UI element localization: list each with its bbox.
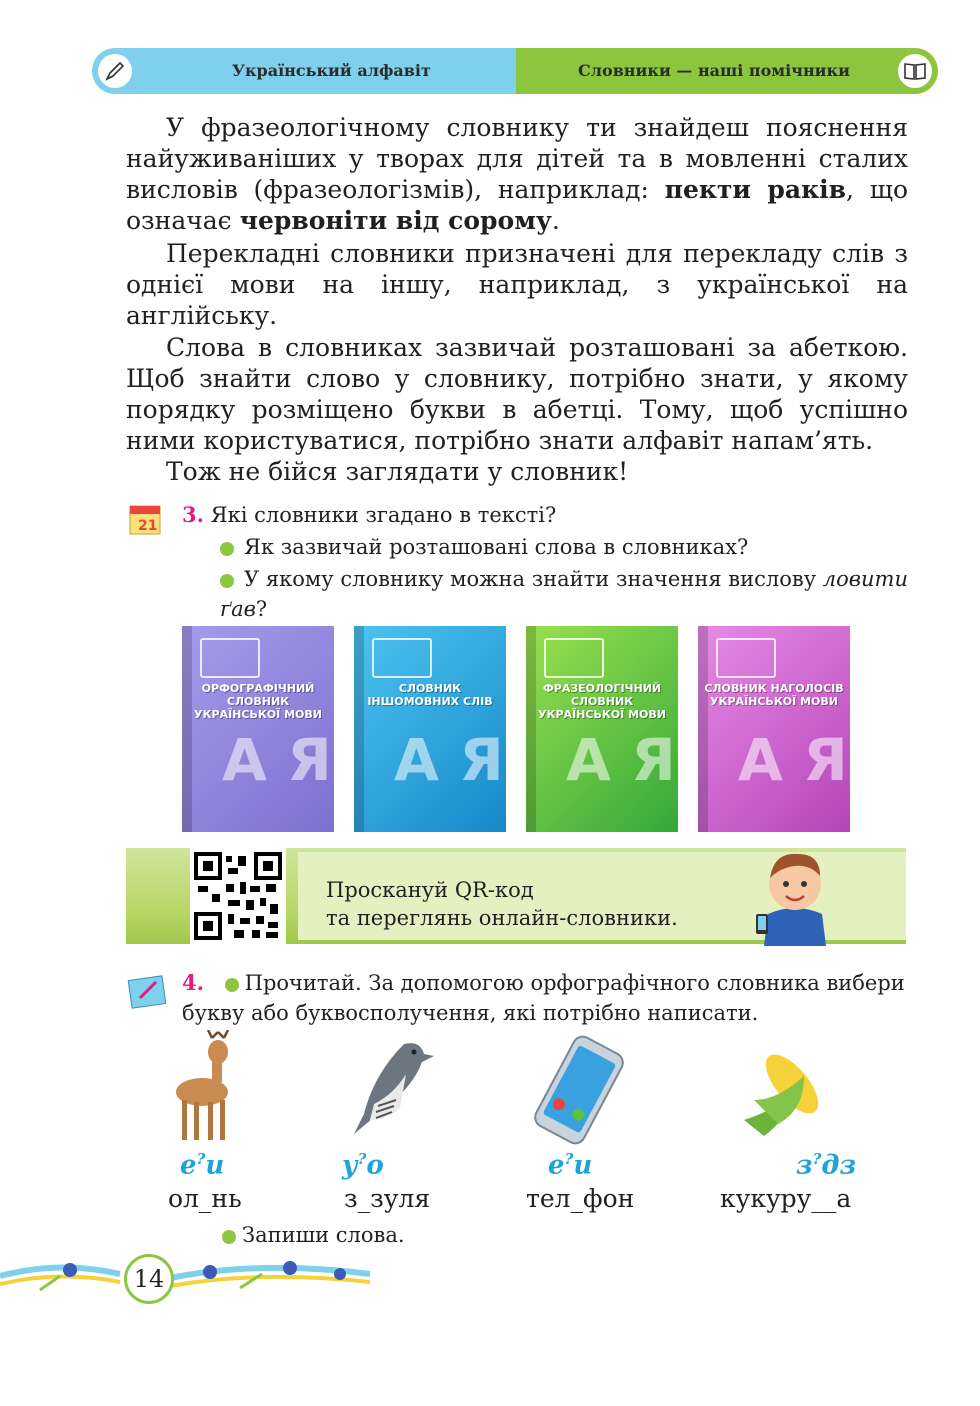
book-foreign-words	[354, 626, 506, 832]
book-accents	[698, 626, 850, 832]
svg-text:21: 21	[138, 518, 158, 534]
hint-question-mark: ?	[357, 1150, 367, 1168]
bullet-text: У якому словнику можна знайти значення вислову	[244, 567, 823, 591]
phone-icon	[522, 1034, 636, 1146]
corn-icon	[734, 1040, 834, 1140]
hint-letter: е	[180, 1150, 197, 1181]
hint-letter: у	[342, 1150, 358, 1181]
word-telefon: тел_фон	[526, 1184, 635, 1213]
pen-icon	[98, 54, 132, 88]
task-text: Які словники згадано в тексті?	[210, 503, 557, 527]
book-spine	[182, 626, 192, 832]
hint-letter: з	[796, 1150, 813, 1181]
bold-phrase: пекти раків	[664, 175, 847, 204]
paragraph-phraseology	[126, 112, 908, 236]
hint-letter: о	[366, 1150, 384, 1181]
page-number: 14	[124, 1254, 174, 1304]
task3-question	[182, 500, 902, 530]
book-title: ФРАЗЕОЛОГІЧНИЙ СЛОВНИК УКРАЇНСЬКОЇ МОВИ	[538, 682, 666, 721]
bold-phrase: червоніти від сорому	[239, 206, 552, 235]
hint-kukurudza	[796, 1150, 856, 1181]
header-right-title: Словники — наші помічники	[578, 61, 850, 80]
hint-letter: и	[573, 1150, 593, 1181]
bullet-icon	[220, 542, 234, 556]
task-number: 4.	[182, 970, 204, 995]
book-orthography	[182, 626, 334, 832]
instruction-text: Запиши слова.	[242, 1223, 405, 1247]
hint-zozulia	[342, 1150, 384, 1181]
book-title: ОРФОГРАФІЧНИЙ СЛОВНИК УКРАЇНСЬКОЇ МОВИ	[194, 682, 322, 721]
qr-code-icon[interactable]	[190, 848, 286, 944]
book-letters: А Я	[738, 726, 848, 794]
text: , що означає	[126, 175, 908, 235]
book-spine	[526, 626, 536, 832]
word-kukurudza: кукуру__а	[720, 1184, 852, 1213]
paragraph-encourage: Тож не бійся заглядати у словник!	[166, 457, 629, 486]
hint-olen	[180, 1150, 224, 1181]
bullet-icon	[225, 978, 239, 992]
page-header	[92, 48, 938, 94]
book-logo	[716, 638, 776, 678]
book-phraseology	[526, 626, 678, 832]
task4-instruction	[182, 968, 908, 1028]
calendar-icon	[126, 500, 166, 536]
floral-ornament	[0, 1246, 380, 1306]
book-letters: А Я	[394, 726, 504, 794]
book-logo	[544, 638, 604, 678]
task-text: Прочитай. За допомогою орфографічного словника вибери букву або буквосполучення, які потрібно написати.	[182, 971, 905, 1025]
task3-bullet-2	[220, 564, 908, 624]
book-logo	[200, 638, 260, 678]
task-number: 3.	[182, 502, 204, 527]
hint-question-mark: ?	[196, 1150, 206, 1168]
paragraph-alphabet: Слова в словниках зазвичай розташовані за абеткою. Щоб знайти слово у словнику, потрібно знати, у якому порядку розміщено букви в абетці. Тому, щоб успішно ними користуватися, потрібно знати алфавіт напам’ять.	[126, 333, 908, 455]
hint-letter: е	[548, 1150, 565, 1181]
word-zozulia: з_зуля	[344, 1184, 431, 1213]
hint-question-mark: ?	[812, 1150, 822, 1168]
hint-letter: и	[205, 1150, 225, 1181]
deer-icon	[168, 1030, 246, 1144]
book-spine	[698, 626, 708, 832]
qr-line-1: Проскануй QR-код	[326, 878, 534, 902]
bullet-icon	[220, 574, 234, 588]
task3-bullet-1	[220, 532, 910, 562]
book-title: СЛОВНИК ІНШОМОВНИХ СЛІВ	[367, 682, 493, 708]
cuckoo-icon	[334, 1034, 438, 1144]
word-olen: ол_нь	[168, 1184, 242, 1213]
book-letters: А Я	[566, 726, 676, 794]
hint-question-mark: ?	[564, 1150, 574, 1168]
bullet-text: ?	[255, 597, 268, 621]
italic-phrase: ловити ґав	[220, 567, 908, 621]
bullet-text: Як зазвичай розташовані слова в словниках?	[244, 535, 749, 559]
text: У фразеологічному словнику ти знайдеш пояснення найуживаніших у творах для дітей та в мовленні сталих висловів (фразеологізмів), наприклад:	[126, 113, 908, 204]
text: .	[551, 206, 560, 235]
hint-telefon	[548, 1150, 592, 1181]
book-logo	[372, 638, 432, 678]
drawing-icon	[126, 972, 170, 1010]
hint-letter: дз	[821, 1150, 857, 1181]
book-title: СЛОВНИК НАГОЛОСІВ УКРАЇНСЬКОЇ МОВИ	[704, 682, 844, 708]
qr-line-2: та переглянь онлайн-словники.	[326, 906, 678, 930]
book-letters: А Я	[222, 726, 332, 794]
boy-with-phone-icon	[750, 842, 840, 946]
book-icon	[898, 54, 932, 88]
header-left-title: Український алфавіт	[232, 61, 431, 80]
book-spine	[354, 626, 364, 832]
paragraph-translation: Перекладні словники призначені для перекладу слів з однієї мови на іншу, наприклад, з української на англійську.	[126, 239, 908, 330]
bullet-icon	[222, 1230, 236, 1244]
qr-instruction	[326, 876, 678, 932]
